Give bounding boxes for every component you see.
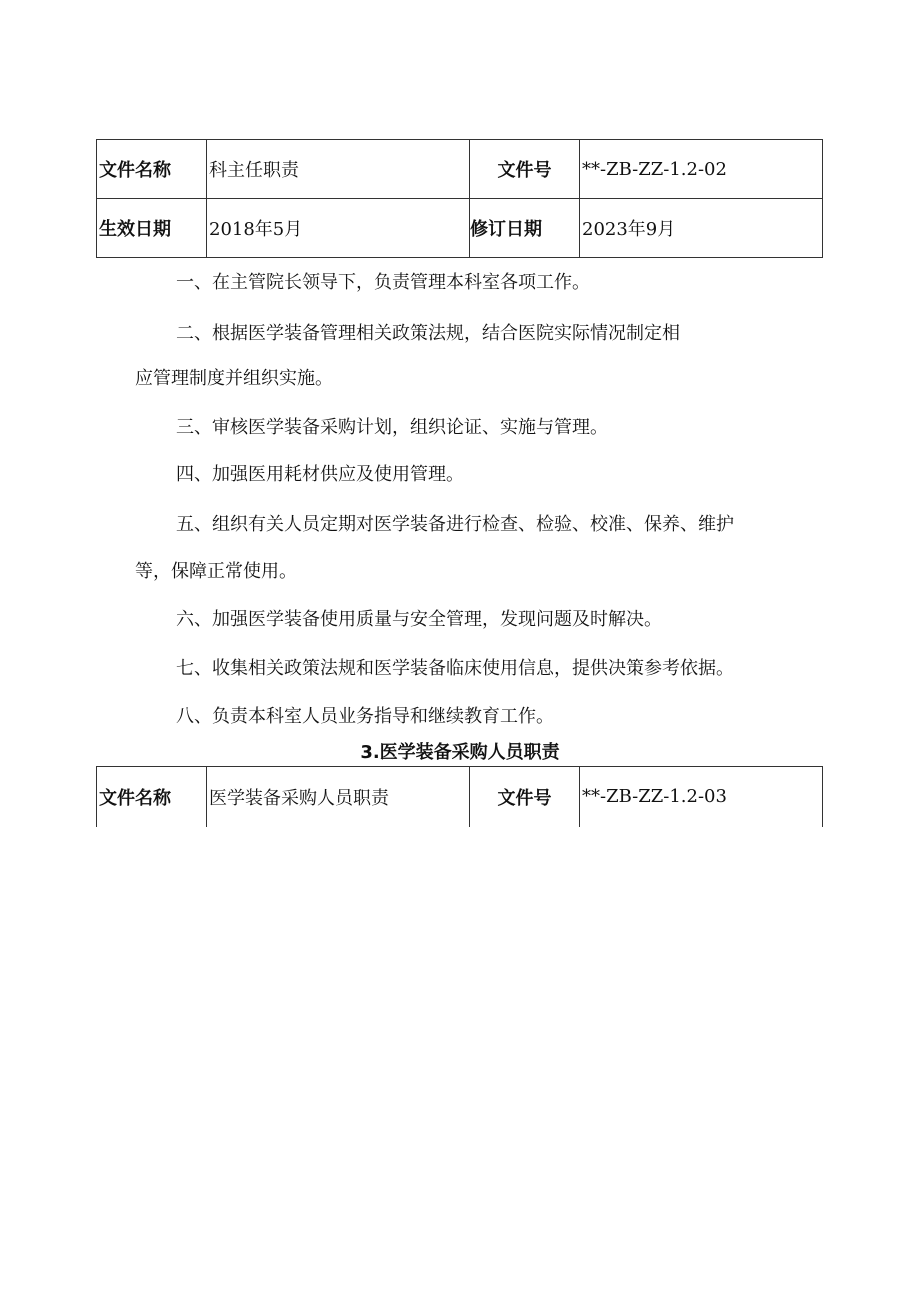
file-number-label: 文件号 xyxy=(470,767,580,827)
table-row xyxy=(97,767,823,827)
file-name-value: 医学装备采购人员职责 xyxy=(207,767,470,827)
duty-item-2: 二、根据医学装备管理相关政策法规，结合医院实际情况制定相 xyxy=(176,323,680,344)
file-name-label: 文件名称 xyxy=(97,140,207,199)
revised-date-label: 修订日期 xyxy=(470,199,580,258)
duty-item-3: 三、审核医学装备采购计划，组织论证、实施与管理。 xyxy=(176,417,608,438)
effective-date-value: 2018年5月 xyxy=(207,199,470,258)
duty-item-6: 六、加强医学装备使用质量与安全管理，发现问题及时解决。 xyxy=(176,609,662,630)
file-number-value: **-ZB-ZZ-1.2-03 xyxy=(580,767,823,827)
table-row xyxy=(97,140,823,199)
duty-item-4: 四、加强医用耗材供应及使用管理。 xyxy=(176,464,464,485)
document-info-table-2 xyxy=(96,766,823,827)
file-name-label: 文件名称 xyxy=(97,767,207,827)
table-row xyxy=(97,199,823,258)
document-info-table xyxy=(96,139,823,258)
duty-item-7: 七、收集相关政策法规和医学装备临床使用信息，提供决策参考依据。 xyxy=(176,658,734,679)
duty-item-1: 一、在主管院长领导下，负责管理本科室各项工作。 xyxy=(176,272,590,293)
file-number-label: 文件号 xyxy=(470,140,580,199)
duty-item-5: 五、组织有关人员定期对医学装备进行检查、检验、校准、保养、维护 xyxy=(176,514,734,535)
effective-date-label: 生效日期 xyxy=(97,199,207,258)
duty-item-2-continued: 应管理制度并组织实施。 xyxy=(135,368,333,389)
revised-date-value: 2023年9月 xyxy=(580,199,823,258)
duty-item-8: 八、负责本科室人员业务指导和继续教育工作。 xyxy=(176,706,554,727)
duty-item-5-continued: 等，保障正常使用。 xyxy=(135,561,297,582)
file-number-value: **-ZB-ZZ-1.2-02 xyxy=(580,140,823,199)
section-title: 3.医学装备采购人员职责 xyxy=(360,742,560,763)
file-name-value: 科主任职责 xyxy=(207,140,470,199)
